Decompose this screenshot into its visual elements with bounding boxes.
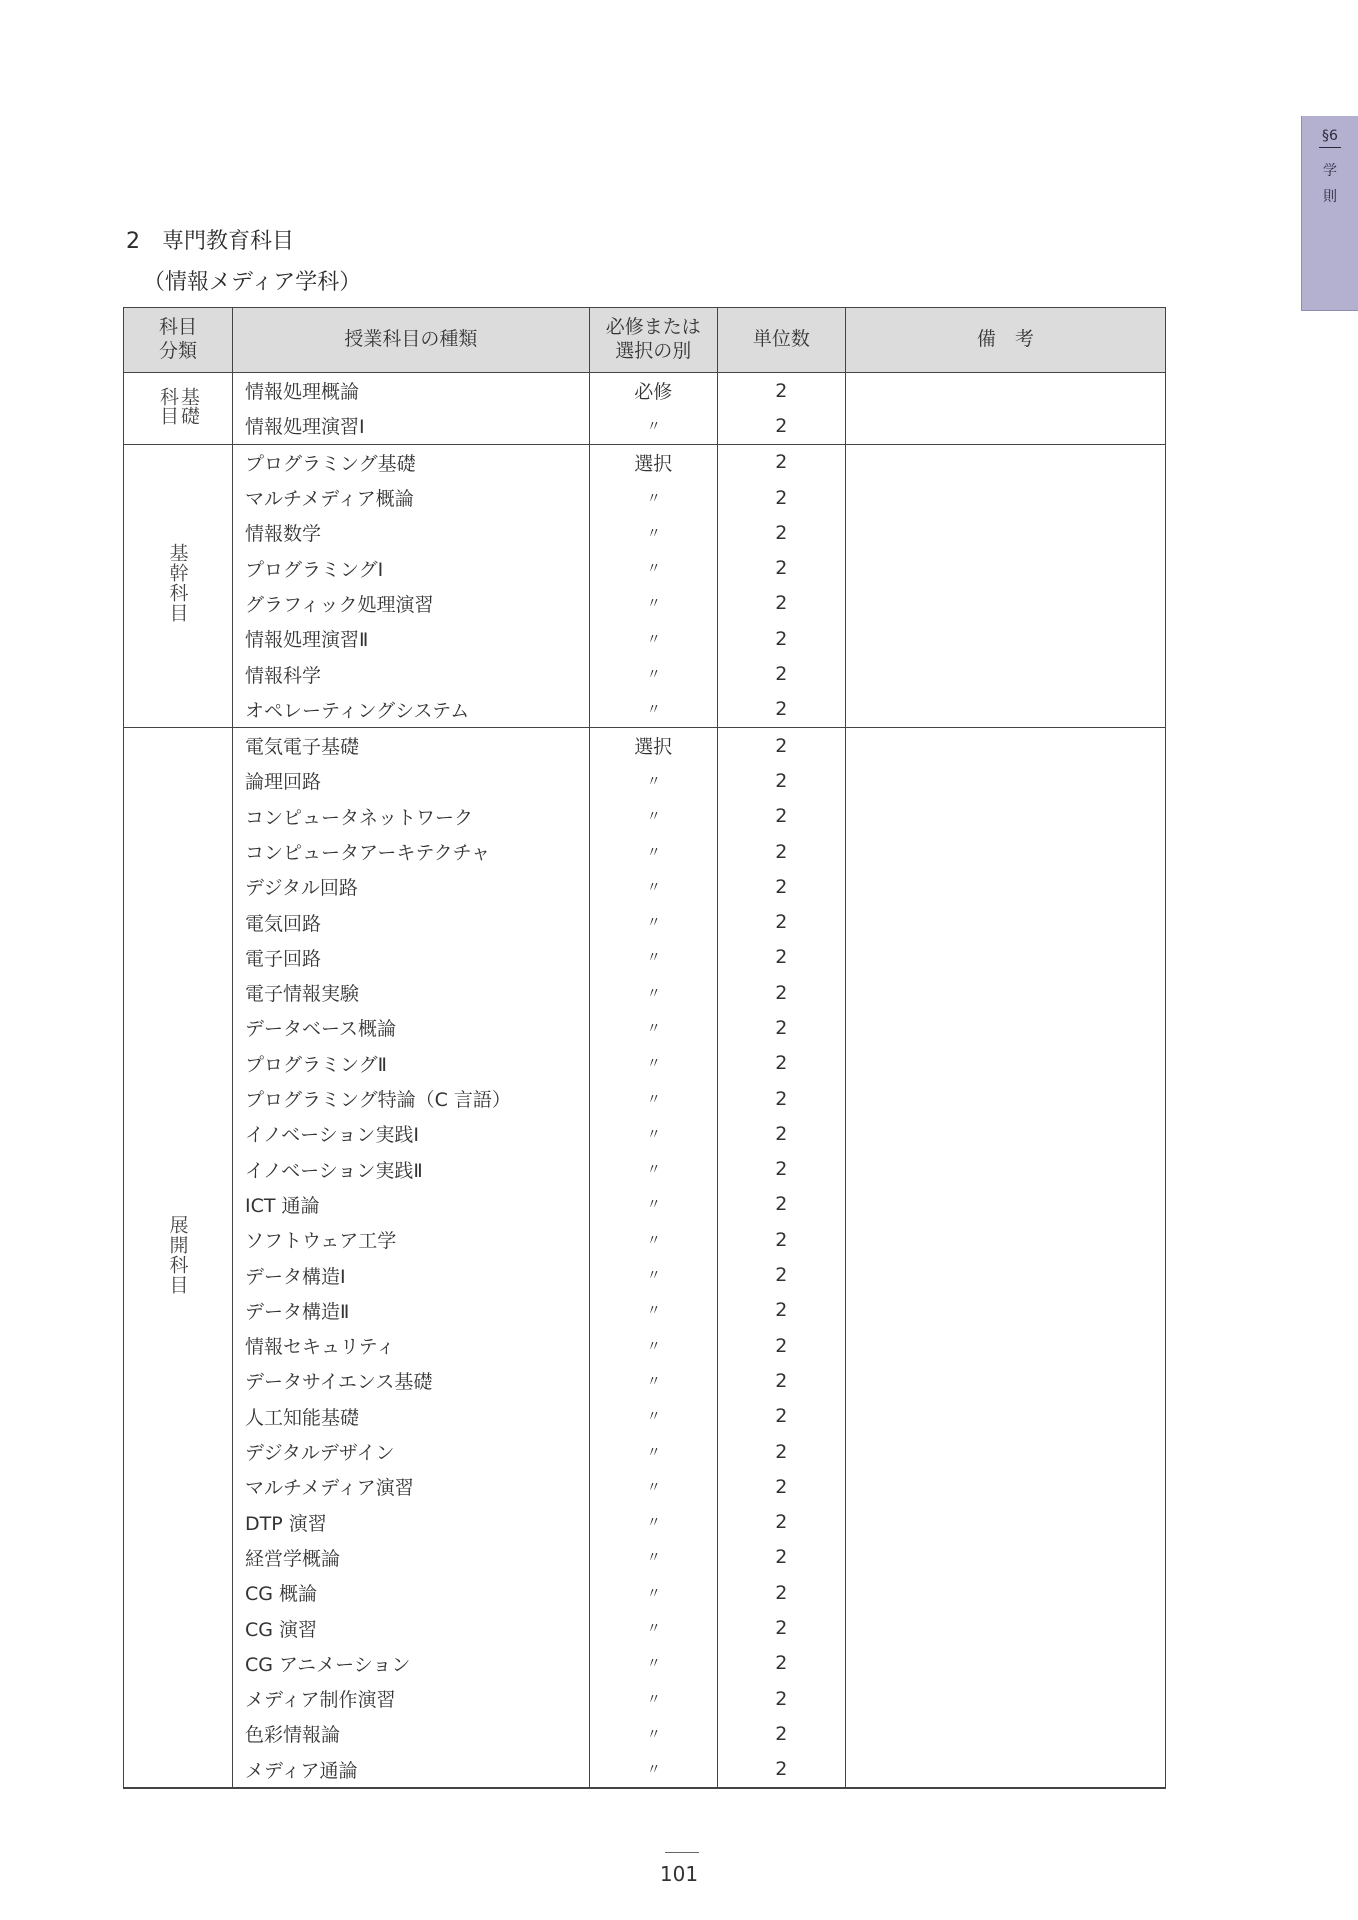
section-heading: [126, 224, 294, 255]
required-elective: 〃: [589, 656, 717, 691]
table-row: [124, 1716, 1166, 1751]
table-row: [124, 869, 1166, 904]
required-elective: 〃: [589, 869, 717, 904]
remarks-cell: [845, 692, 1165, 728]
header-category: 科目 分類: [124, 308, 233, 373]
unit-count: 2: [717, 1610, 845, 1645]
required-elective: 〃: [589, 1505, 717, 1540]
section-label-1: 学: [1323, 163, 1337, 179]
table-row: [124, 1328, 1166, 1363]
category-cell: [124, 727, 233, 1787]
unit-count: 2: [717, 1399, 845, 1434]
subject-name: デジタルデザイン: [233, 1434, 590, 1469]
required-elective: 〃: [589, 975, 717, 1010]
subject-name: グラフィック処理演習: [233, 586, 590, 621]
section-label-2: 則: [1323, 189, 1337, 206]
remarks-cell: [845, 1540, 1165, 1575]
table-row: [124, 1257, 1166, 1292]
header-required-elective: 必修または 選択の別: [589, 308, 717, 373]
table-row: [124, 550, 1166, 585]
remarks-cell: [845, 1505, 1165, 1540]
remarks-cell: [845, 1328, 1165, 1363]
heading-number: 2: [126, 229, 140, 254]
unit-count: 2: [717, 763, 845, 798]
remarks-cell: [845, 1046, 1165, 1081]
table-row: [124, 1646, 1166, 1681]
remarks-cell: [845, 1716, 1165, 1751]
unit-count: 2: [717, 1010, 845, 1045]
table-row: [124, 940, 1166, 975]
required-elective: 〃: [589, 1646, 717, 1681]
unit-count: 2: [717, 1222, 845, 1257]
required-elective: 〃: [589, 1399, 717, 1434]
table-row: [124, 1222, 1166, 1257]
required-elective: 〃: [589, 692, 717, 728]
unit-count: 2: [717, 1363, 845, 1398]
required-elective: 〃: [589, 1081, 717, 1116]
subject-name: 経営学概論: [233, 1540, 590, 1575]
subject-name: データサイエンス基礎: [233, 1363, 590, 1398]
subject-name: CG 概論: [233, 1575, 590, 1610]
subject-name: オペレーティングシステム: [233, 692, 590, 728]
required-elective: 選択: [589, 727, 717, 763]
remarks-cell: [845, 480, 1165, 515]
subject-name: イノベーション実践Ⅱ: [233, 1152, 590, 1187]
subject-name: イノベーション実践Ⅰ: [233, 1116, 590, 1151]
table-row: [124, 1010, 1166, 1045]
remarks-cell: [845, 727, 1165, 763]
remarks-cell: [845, 1575, 1165, 1610]
remarks-cell: [845, 444, 1165, 480]
remarks-cell: [845, 904, 1165, 939]
subject-name: 論理回路: [233, 763, 590, 798]
unit-count: 2: [717, 621, 845, 656]
category-label: 基礎科目: [157, 386, 200, 425]
unit-count: 2: [717, 799, 845, 834]
header-remarks: 備 考: [845, 308, 1165, 373]
subject-name: データ構造Ⅰ: [233, 1257, 590, 1292]
remarks-cell: [845, 1081, 1165, 1116]
unit-count: 2: [717, 1752, 845, 1788]
subject-name: プログラミング特論（C 言語）: [233, 1081, 590, 1116]
required-elective: 〃: [589, 1116, 717, 1151]
unit-count: 2: [717, 1293, 845, 1328]
required-elective: 選択: [589, 444, 717, 480]
table-row: [124, 1363, 1166, 1398]
unit-count: 2: [717, 1152, 845, 1187]
table-row: [124, 1187, 1166, 1222]
remarks-cell: [845, 869, 1165, 904]
subject-name: ソフトウェア工学: [233, 1222, 590, 1257]
subject-name: 情報処理演習Ⅱ: [233, 621, 590, 656]
category-label: 展開科目: [166, 1214, 189, 1295]
table-row: [124, 1469, 1166, 1504]
required-elective: 〃: [589, 550, 717, 585]
category-cell: [124, 373, 233, 445]
subject-name: プログラミング基礎: [233, 444, 590, 480]
table-row: [124, 515, 1166, 550]
table-row: [124, 1293, 1166, 1328]
unit-count: 2: [717, 444, 845, 480]
required-elective: 〃: [589, 1540, 717, 1575]
remarks-cell: [845, 373, 1165, 409]
unit-count: 2: [717, 1505, 845, 1540]
subject-name: プログラミングⅠ: [233, 550, 590, 585]
subject-name: 情報数学: [233, 515, 590, 550]
unit-count: 2: [717, 1046, 845, 1081]
required-elective: 〃: [589, 408, 717, 444]
category-cell: [124, 444, 233, 727]
subject-name: 情報処理概論: [233, 373, 590, 409]
subject-name: デジタル回路: [233, 869, 590, 904]
unit-count: 2: [717, 1469, 845, 1504]
unit-count: 2: [717, 904, 845, 939]
remarks-cell: [845, 1222, 1165, 1257]
required-elective: 〃: [589, 904, 717, 939]
subject-name: データ構造Ⅱ: [233, 1293, 590, 1328]
required-elective: 〃: [589, 1363, 717, 1398]
required-elective: 〃: [589, 763, 717, 798]
unit-count: 2: [717, 1116, 845, 1151]
curriculum-table: [123, 307, 1166, 1789]
unit-count: 2: [717, 408, 845, 444]
subject-name: 色彩情報論: [233, 1716, 590, 1751]
remarks-cell: [845, 550, 1165, 585]
unit-count: 2: [717, 692, 845, 728]
table-row: [124, 1081, 1166, 1116]
page-number-rule: [665, 1852, 699, 1853]
subject-name: 電子情報実験: [233, 975, 590, 1010]
table-row: [124, 1434, 1166, 1469]
unit-count: 2: [717, 586, 845, 621]
table-row: [124, 586, 1166, 621]
remarks-cell: [845, 940, 1165, 975]
required-elective: 〃: [589, 1752, 717, 1788]
table-row: [124, 727, 1166, 763]
remarks-cell: [845, 1434, 1165, 1469]
table-row: [124, 1116, 1166, 1151]
subject-name: コンピュータネットワーク: [233, 799, 590, 834]
required-elective: 〃: [589, 834, 717, 869]
category-label: 基幹科目: [166, 543, 189, 624]
table-row: [124, 1681, 1166, 1716]
unit-count: 2: [717, 1434, 845, 1469]
required-elective: 〃: [589, 480, 717, 515]
subject-name: マルチメディア演習: [233, 1469, 590, 1504]
unit-count: 2: [717, 1257, 845, 1292]
subject-name: マルチメディア概論: [233, 480, 590, 515]
remarks-cell: [845, 1681, 1165, 1716]
remarks-cell: [845, 1152, 1165, 1187]
remarks-cell: [845, 515, 1165, 550]
table-row: [124, 1540, 1166, 1575]
unit-count: 2: [717, 1646, 845, 1681]
unit-count: 2: [717, 656, 845, 691]
remarks-cell: [845, 1399, 1165, 1434]
subject-name: 電気電子基礎: [233, 727, 590, 763]
unit-count: 2: [717, 727, 845, 763]
subject-name: DTP 演習: [233, 1505, 590, 1540]
remarks-cell: [845, 1646, 1165, 1681]
table-row: [124, 1575, 1166, 1610]
table-row: [124, 408, 1166, 444]
unit-count: 2: [717, 940, 845, 975]
remarks-cell: [845, 1293, 1165, 1328]
required-elective: 〃: [589, 1222, 717, 1257]
subject-name: 情報科学: [233, 656, 590, 691]
remarks-cell: [845, 1752, 1165, 1788]
remarks-cell: [845, 586, 1165, 621]
remarks-cell: [845, 1187, 1165, 1222]
subject-name: メディア通論: [233, 1752, 590, 1788]
table-row: [124, 1505, 1166, 1540]
required-elective: 必修: [589, 373, 717, 409]
remarks-cell: [845, 1257, 1165, 1292]
unit-count: 2: [717, 480, 845, 515]
remarks-cell: [845, 408, 1165, 444]
remarks-cell: [845, 834, 1165, 869]
required-elective: 〃: [589, 1469, 717, 1504]
subject-name: コンピュータアーキテクチャ: [233, 834, 590, 869]
header-subject: 授業科目の種類: [233, 308, 590, 373]
unit-count: 2: [717, 975, 845, 1010]
unit-count: 2: [717, 869, 845, 904]
table-row: [124, 656, 1166, 691]
table-row: [124, 834, 1166, 869]
required-elective: 〃: [589, 1257, 717, 1292]
required-elective: 〃: [589, 1434, 717, 1469]
table-row: [124, 1046, 1166, 1081]
table-row: [124, 621, 1166, 656]
unit-count: 2: [717, 834, 845, 869]
table-header-row: [124, 308, 1166, 373]
subject-name: ICT 通論: [233, 1187, 590, 1222]
unit-count: 2: [717, 1328, 845, 1363]
subject-name: 情報セキュリティ: [233, 1328, 590, 1363]
unit-count: 2: [717, 515, 845, 550]
table-row: [124, 1752, 1166, 1788]
table-row: [124, 1152, 1166, 1187]
remarks-cell: [845, 1610, 1165, 1645]
table-row: [124, 373, 1166, 409]
unit-count: 2: [717, 550, 845, 585]
table-row: [124, 904, 1166, 939]
unit-count: 2: [717, 1081, 845, 1116]
remarks-cell: [845, 1469, 1165, 1504]
required-elective: 〃: [589, 1187, 717, 1222]
remarks-cell: [845, 975, 1165, 1010]
table-body: [124, 373, 1166, 1788]
required-elective: 〃: [589, 621, 717, 656]
section-tab: [1301, 116, 1358, 311]
heading-title: 専門教育科目: [162, 229, 295, 254]
unit-count: 2: [717, 1187, 845, 1222]
page-number: 101: [659, 1862, 699, 1886]
unit-count: 2: [717, 1716, 845, 1751]
table-row: [124, 1610, 1166, 1645]
remarks-cell: [845, 621, 1165, 656]
subject-name: CG アニメーション: [233, 1646, 590, 1681]
required-elective: 〃: [589, 515, 717, 550]
subject-name: CG 演習: [233, 1610, 590, 1645]
required-elective: 〃: [589, 1575, 717, 1610]
required-elective: 〃: [589, 1328, 717, 1363]
department-subheading: （情報メディア学科）: [143, 270, 362, 295]
required-elective: 〃: [589, 1152, 717, 1187]
unit-count: 2: [717, 1540, 845, 1575]
unit-count: 2: [717, 1575, 845, 1610]
unit-count: 2: [717, 1681, 845, 1716]
subject-name: データベース概論: [233, 1010, 590, 1045]
subject-name: メディア制作演習: [233, 1681, 590, 1716]
required-elective: 〃: [589, 1293, 717, 1328]
required-elective: 〃: [589, 1610, 717, 1645]
remarks-cell: [845, 1116, 1165, 1151]
remarks-cell: [845, 656, 1165, 691]
remarks-cell: [845, 1363, 1165, 1398]
subject-name: 情報処理演習Ⅰ: [233, 408, 590, 444]
table-row: [124, 444, 1166, 480]
subject-name: プログラミングⅡ: [233, 1046, 590, 1081]
unit-count: 2: [717, 373, 845, 409]
remarks-cell: [845, 763, 1165, 798]
required-elective: 〃: [589, 799, 717, 834]
required-elective: 〃: [589, 1046, 717, 1081]
remarks-cell: [845, 799, 1165, 834]
required-elective: 〃: [589, 1681, 717, 1716]
required-elective: 〃: [589, 586, 717, 621]
table-row: [124, 763, 1166, 798]
subject-name: 電気回路: [233, 904, 590, 939]
remarks-cell: [845, 1010, 1165, 1045]
required-elective: 〃: [589, 940, 717, 975]
subject-name: 電子回路: [233, 940, 590, 975]
table-row: [124, 1399, 1166, 1434]
section-number: §6: [1319, 128, 1341, 148]
required-elective: 〃: [589, 1716, 717, 1751]
table-row: [124, 692, 1166, 728]
header-units: 単位数: [717, 308, 845, 373]
table-row: [124, 799, 1166, 834]
subject-name: 人工知能基礎: [233, 1399, 590, 1434]
required-elective: 〃: [589, 1010, 717, 1045]
table-row: [124, 975, 1166, 1010]
table-row: [124, 480, 1166, 515]
